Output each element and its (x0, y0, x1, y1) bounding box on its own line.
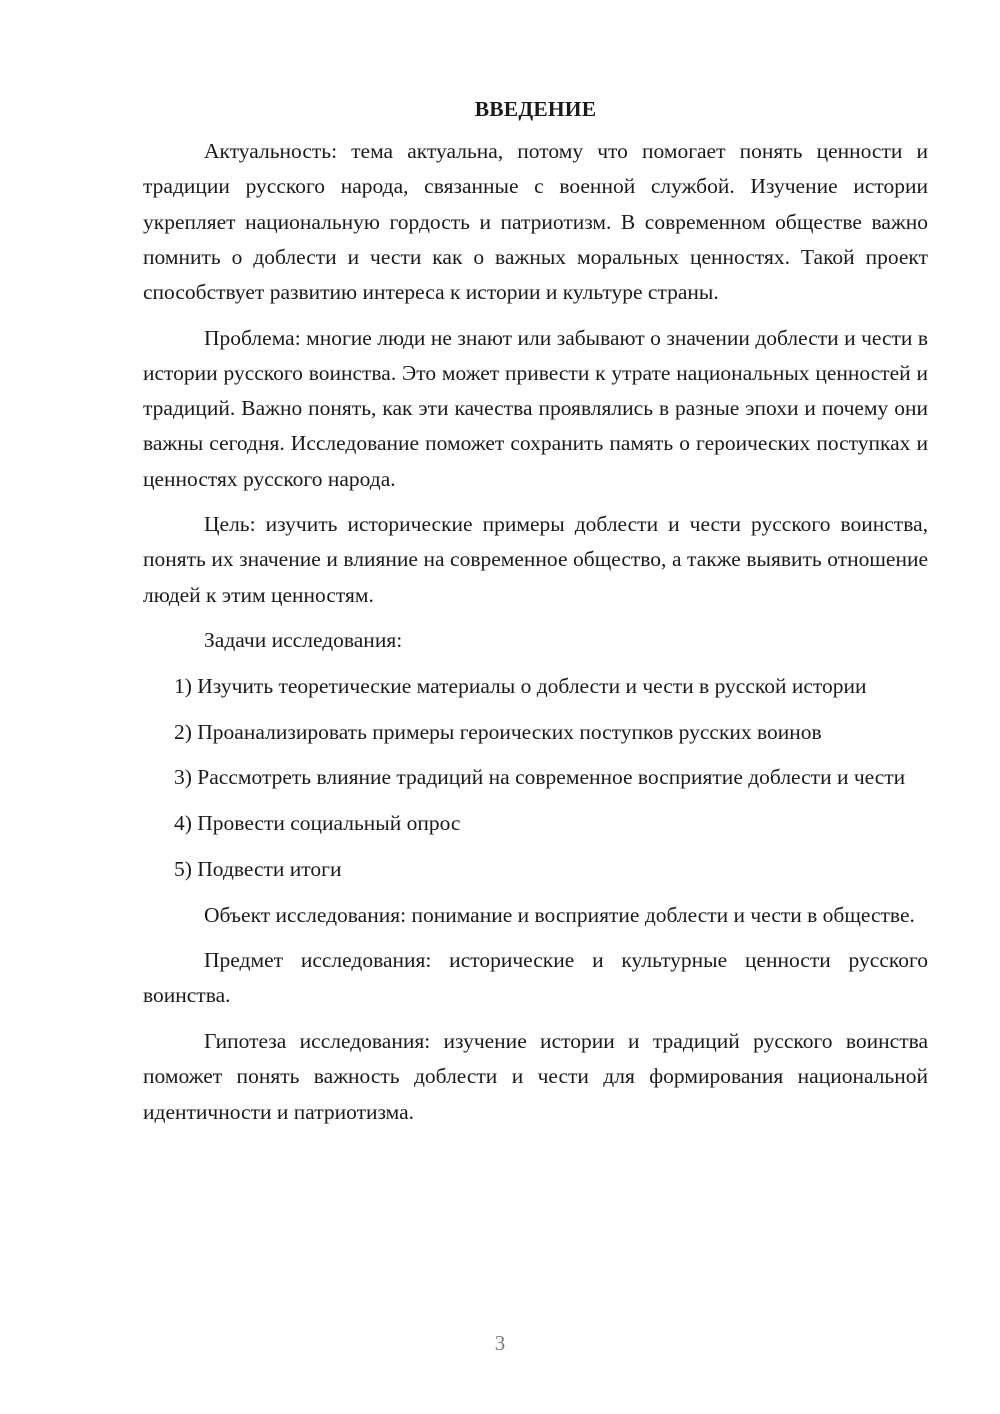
section-title: ВВЕДЕНИЕ (474, 97, 597, 121)
task-item: 1) Изучить теоретические материалы о доблести и чести в русской истории (174, 674, 867, 699)
task-item: 2) Проанализировать примеры героических поступков русских воинов (174, 719, 822, 744)
object-paragraph: Объект исследования: понимание и восприятие доблести и чести в обществе. (204, 902, 915, 927)
task-item: 5) Подвести итоги (174, 856, 342, 881)
hypothesis-paragraph: Гипотеза исследования: изучение истории и традиций русского воинства поможет понять важность доблести и чести для формирования национальной идентичности и патриотизма. (143, 1029, 928, 1124)
task-item: 4) Провести социальный опрос (174, 811, 461, 836)
tasks-heading: Задачи исследования: (204, 628, 403, 653)
task-item: 3) Рассмотреть влияние традиций на современное восприятие доблести и чести (174, 765, 906, 790)
goal-paragraph: Цель: изучить исторические примеры доблести и чести русского воинства, понять их значение и влияние на современное общество, а также выявить отношение людей к этим ценностям. (143, 512, 928, 607)
subject-paragraph: Предмет исследования: исторические и культурные ценности русского воинства. (143, 948, 928, 1008)
relevance-paragraph: Актуальность: тема актуальна, потому что помогает понять ценности и традиции русского народа, связанные с военной службой. Изучение истории укрепляет национальную гордость и патриотизм. В современном обществе важно помнить о доблести и чести как о важных моральных ценностях. Такой проект способствует развитию интереса к истории и культуре страны. (143, 139, 928, 305)
page-number: 3 (494, 1331, 506, 1355)
problem-paragraph: Проблема: многие люди не знают или забывают о значении доблести и чести в истории русского воинства. Это может привести к утрате национальных ценностей и традиций. Важно понять, как эти качества проявлялись в разные эпохи и почему они важны сегодня. Исследование поможет сохранить память о героических поступках и ценностях русского народа. (143, 325, 928, 491)
document-page (143, 92, 928, 1140)
